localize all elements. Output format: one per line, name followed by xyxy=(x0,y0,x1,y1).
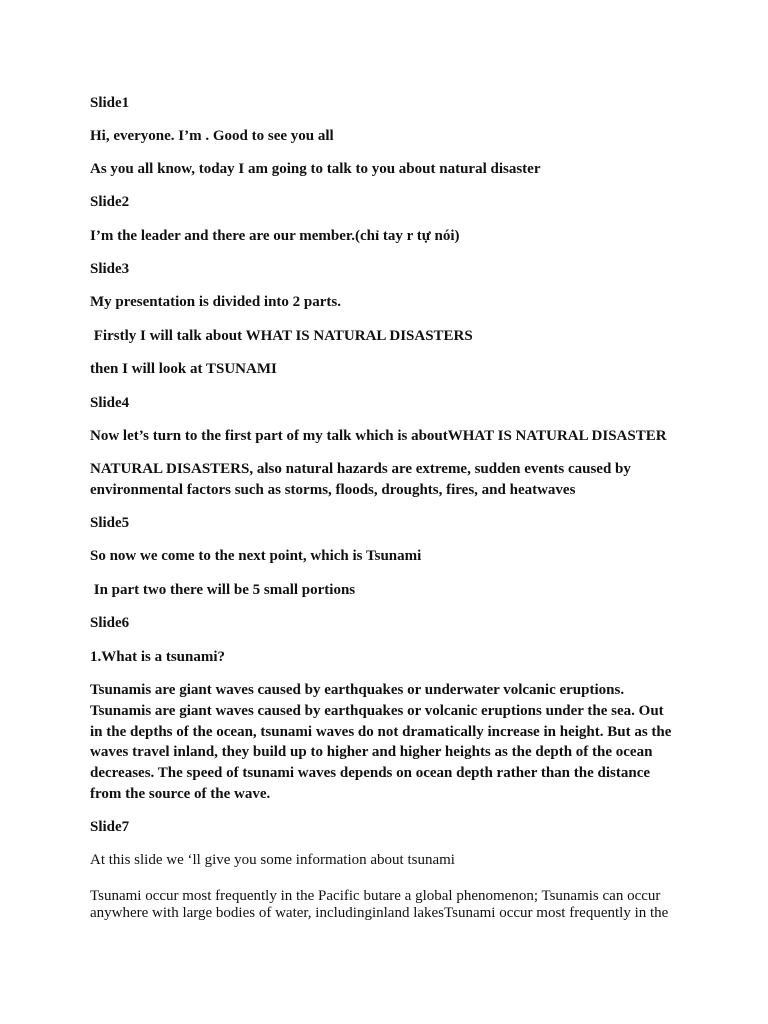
question-heading: 1.What is a tsunami? xyxy=(90,649,226,665)
slide-2-heading: Slide2 xyxy=(90,194,130,210)
part-two-line: then I will look at TSUNAMI xyxy=(90,361,277,377)
part-one-line: Firstly I will talk about WHAT IS NATURAL DISASTERS xyxy=(90,328,473,344)
tsunami-paragraph-line-4: waves travel inland, they build up to higher and higher heights as the depth of the ocean xyxy=(90,744,653,760)
frequency-line-2: anywhere with large bodies of water, includinginland lakesTsunami occur most frequently in the xyxy=(90,905,669,921)
definition-line-2: environmental factors such as storms, floods, droughts, fires, and heatwaves xyxy=(90,482,576,498)
slide-5-heading: Slide5 xyxy=(90,515,130,531)
tsunami-paragraph-line-1: Tsunamis are giant waves caused by earthquakes or underwater volcanic eruptions. xyxy=(90,682,625,698)
definition-line-1: NATURAL DISASTERS, also natural hazards are extreme, sudden events caused by xyxy=(90,461,631,477)
slide-4-heading: Slide4 xyxy=(90,395,130,411)
tsunami-paragraph-line-3: in the depths of the ocean, tsunami waves do not dramatically increase in height. But as the xyxy=(90,724,672,740)
tsunami-paragraph-line-5: decreases. The speed of tsunami waves depends on ocean depth rather than the distance xyxy=(90,765,651,781)
greeting-line: Hi, everyone. I’m . Good to see you all xyxy=(90,128,334,144)
leader-line: I’m the leader and there are our member.(chỉ tay r tự nói) xyxy=(90,228,460,244)
slide-3-heading: Slide3 xyxy=(90,261,130,277)
slide-6-heading: Slide6 xyxy=(90,615,130,631)
first-part-line: Now let’s turn to the first part of my talk which is aboutWHAT IS NATURAL DISASTER xyxy=(90,428,667,444)
presentation-parts-line: My presentation is divided into 2 parts. xyxy=(90,294,341,310)
tsunami-paragraph-line-6: from the source of the wave. xyxy=(90,786,271,802)
tsunami-paragraph-line-2: Tsunamis are giant waves caused by earthquakes or volcanic eruptions under the sea. Out xyxy=(90,703,664,719)
portions-line: In part two there will be 5 small portions xyxy=(90,582,356,598)
information-line: At this slide we ‘ll give you some information about tsunami xyxy=(90,852,455,868)
next-point-line: So now we come to the next point, which is Tsunami xyxy=(90,548,422,564)
slide-7-heading: Slide7 xyxy=(90,819,130,835)
frequency-line-1: Tsunami occur most frequently in the Pacific butare a global phenomenon; Tsunamis can occur xyxy=(90,888,661,904)
slide-1-heading: Slide1 xyxy=(90,95,130,111)
intro-line: As you all know, today I am going to talk to you about natural disaster xyxy=(90,161,541,177)
